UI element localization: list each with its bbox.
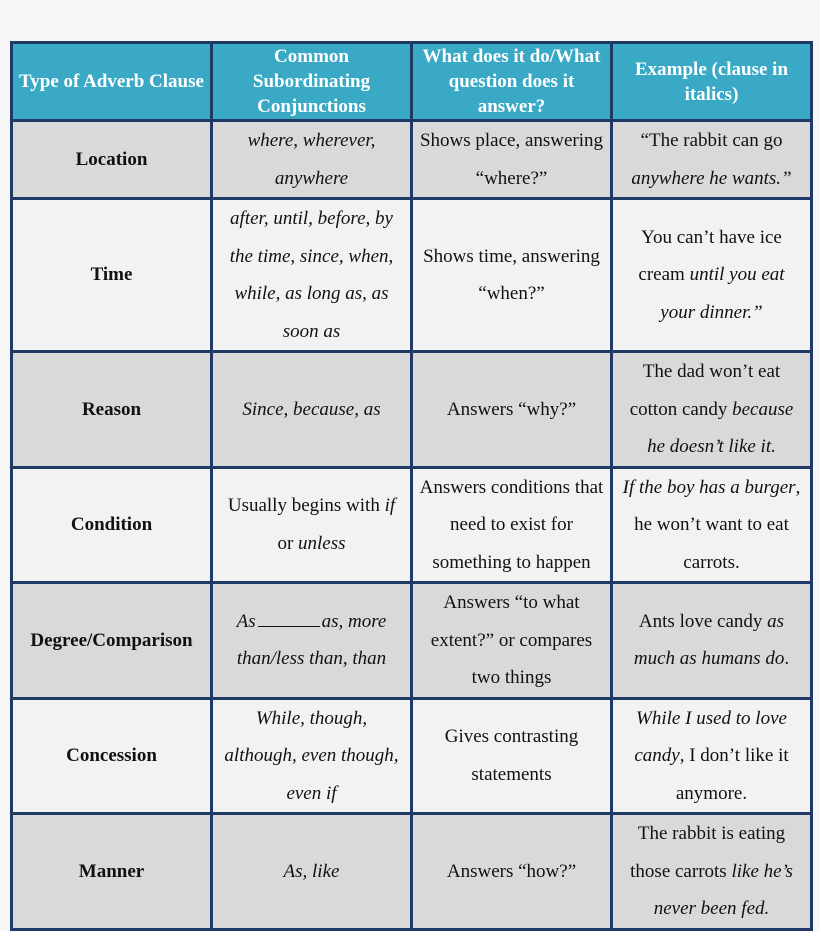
table-row (12, 698, 812, 814)
row-conjunctions: As, like (212, 814, 412, 930)
row-type: Location (12, 121, 212, 199)
row-type: Time (12, 199, 212, 352)
row-type: Reason (12, 352, 212, 468)
table-row (12, 199, 812, 352)
row-example: You can’t have ice cream until you eat your dinner.” (612, 199, 812, 352)
header-function: What does it do/What question does it answer? (412, 43, 612, 121)
row-conjunctions: As as, more than/less than, than (212, 583, 412, 699)
row-conjunctions: after, until, before, by the time, since, when, while, as long as, as soon as (212, 199, 412, 352)
header-row (12, 43, 812, 121)
row-conjunctions: Since, because, as (212, 352, 412, 468)
fill-in-blank (258, 626, 320, 627)
table-row (12, 814, 812, 930)
row-function: Answers “why?” (412, 352, 612, 468)
row-function: Answers conditions that need to exist for something to happen (412, 467, 612, 583)
row-example: The dad won’t eat cotton candy because he doesn’t like it. (612, 352, 812, 468)
row-function: Shows place, answering “where?” (412, 121, 612, 199)
row-example: If the boy has a burger, he won’t want to eat carrots. (612, 467, 812, 583)
row-function: Answers “to what extent?” or compares two things (412, 583, 612, 699)
row-example: Ants love candy as much as humans do. (612, 583, 812, 699)
row-example: The rabbit is eating those carrots like he’s never been fed. (612, 814, 812, 930)
row-type: Concession (12, 698, 212, 814)
table-row (12, 583, 812, 699)
row-example: “The rabbit can go anywhere he wants.” (612, 121, 812, 199)
row-function: Answers “how?” (412, 814, 612, 930)
row-example: While I used to love candy, I don’t like it anymore. (612, 698, 812, 814)
adverb-clause-table (10, 41, 813, 931)
row-type: Degree/Comparison (12, 583, 212, 699)
row-function: Shows time, answering “when?” (412, 199, 612, 352)
row-function: Gives contrasting statements (412, 698, 612, 814)
row-conjunctions: where, wherever, anywhere (212, 121, 412, 199)
row-type: Condition (12, 467, 212, 583)
row-conjunctions: Usually begins with if or unless (212, 467, 412, 583)
table-row (12, 121, 812, 199)
header-conjunctions: Common Subordinating Conjunctions (212, 43, 412, 121)
table-row (12, 352, 812, 468)
row-conjunctions: While, though, although, even though, even if (212, 698, 412, 814)
table-row (12, 467, 812, 583)
header-example: Example (clause in italics) (612, 43, 812, 121)
header-type: Type of Adverb Clause (12, 43, 212, 121)
row-type: Manner (12, 814, 212, 930)
